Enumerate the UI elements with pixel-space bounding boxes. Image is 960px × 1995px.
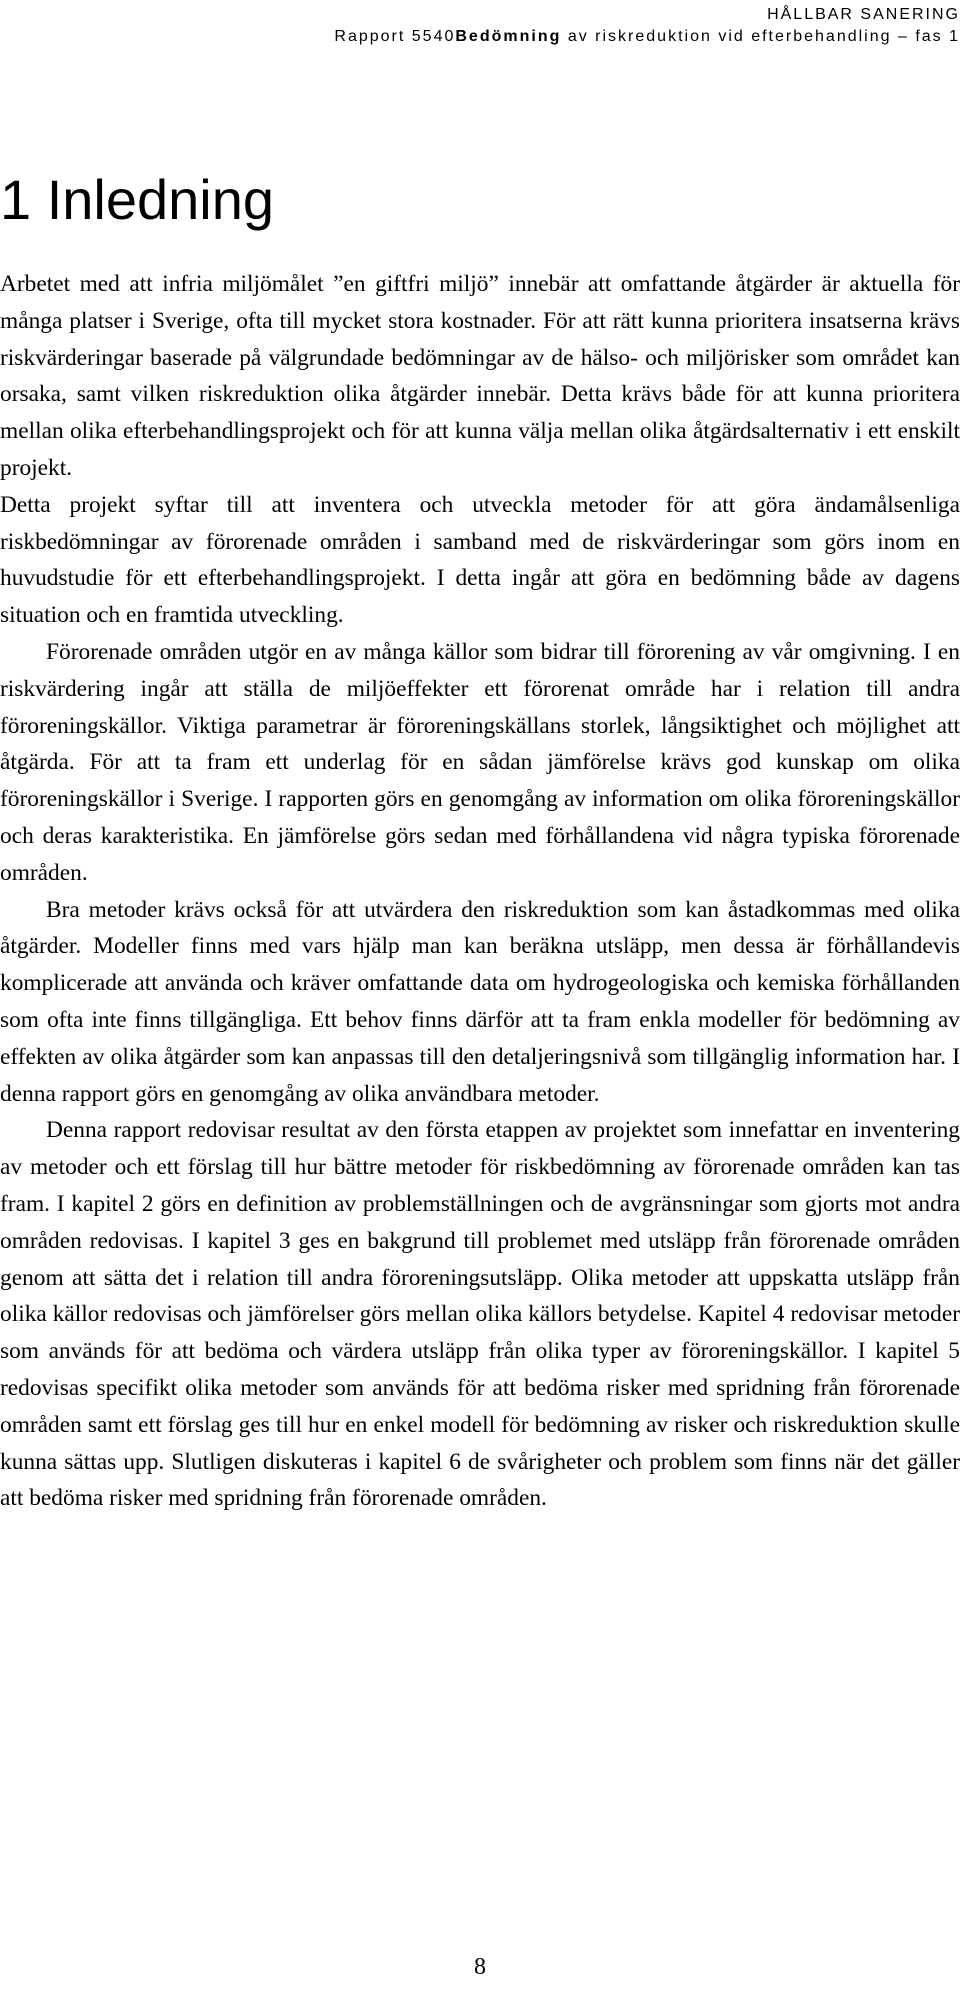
header-series-title: HÅLLBAR SANERING (767, 6, 960, 23)
paragraph-5: Denna rapport redovisar resultat av den första etappen av projektet som innefattar en inventering av metoder och ett förslag till hur bättre metoder för riskbedömning av förorenade områden kan tas fram. I kapitel 2 görs en definition av problemställningen och de avgränsningar som gjorts mot andra områden redovisas. I kapitel 3 ges en bakgrund till problemet med utsläpp från förorenade områden genom att sätta det i relation till andra föroreningsutsläpp. Olika metoder att uppskatta utsläpp från olika källor redovisas och jämförelser görs mellan olika källors betydelse. Kapitel 4 redovisar metoder som används för att bedöma och värdera utsläpp från olika typer av föroreningskällor. I kapitel 5 redovisas specifikt olika metoder som används för att bedöma risker med spridning från förorenade områden samt ett förslag ges till hur en enkel modell för bedömning av risker och riskreduktion skulle kunna sättas upp. Slutligen diskuteras i kapitel 6 de svårigheter och problem som finns när det gäller att bedöma risker med spridning från förorenade områden. (0, 1117, 960, 1512)
page-number: 8 (474, 1954, 486, 1980)
header-report-title: av riskreduktion vid efterbehandling – fas 1 (561, 28, 960, 45)
header-report-number: Rapport 5540 (334, 28, 456, 45)
chapter-heading: 1 Inledning (0, 168, 275, 231)
paragraph-2: Detta projekt syftar till att inventera och utveckla metoder för att göra ändamålsenliga riskbedömningar av förorenade områden i samband med de riskvärderingar som görs inom en huvudstudie för ett efterbehandlingsprojekt. I detta ingår att göra en bedömning både av dagens situation och en framtida utveckling. (0, 491, 960, 629)
paragraph-1: Arbetet med att infria miljömålet ”en giftfri miljö” innebär att omfattande åtgärder är aktuella för många platser i Sverige, ofta till mycket stora kostnader. För att rätt kunna prioritera insatserna krävs riskvärderingar baserade på välgrundade bedömningar av de hälso- och miljörisker som området kan orsaka, samt vilken riskreduktion olika åtgärder innebär. Detta krävs både för att kunna prioritera mellan olika efterbehandlingsprojekt och för att kunna välja mellan olika åtgärdsalternativ i ett enskilt projekt. (0, 271, 960, 481)
chapter-body (0, 266, 960, 1517)
running-header (334, 4, 960, 48)
paragraph-3: Förorenade områden utgör en av många källor som bidrar till förorening av vår omgivning. I en riskvärdering ingår att ställa de miljöeffekter ett förorenat område har i relation till andra föroreningskällor. Viktiga parametrar är föroreningskällans storlek, långsiktighet och möjlighet att åtgärda. För att ta fram ett underlag för en sådan jämförelse krävs god kunskap om olika föroreningskällor i Sverige. I rapporten görs en genomgång av information om olika föroreningskällor och deras karakteristika. En jämförelse görs sedan med förhållandena vid några typiska förorenade områden. (0, 638, 960, 886)
header-report-line (334, 26, 960, 48)
header-report-title-bold: Bedömning (455, 28, 562, 45)
paragraph-4: Bra metoder krävs också för att utvärdera den riskreduktion som kan åstadkommas med olika åtgärder. Modeller finns med vars hjälp man kan beräkna utsläpp, men dessa är förhållandevis komplicerade att använda och kräver omfattande data om hydrogeologiska och kemiska förhållanden som ofta inte finns tillgängliga. Ett behov finns därför att ta fram enkla modeller för bedömning av effekten av olika åtgärder som kan anpassas till den detaljeringsnivå som tillgänglig information har. I denna rapport görs en genomgång av olika användbara metoder. (0, 896, 960, 1107)
